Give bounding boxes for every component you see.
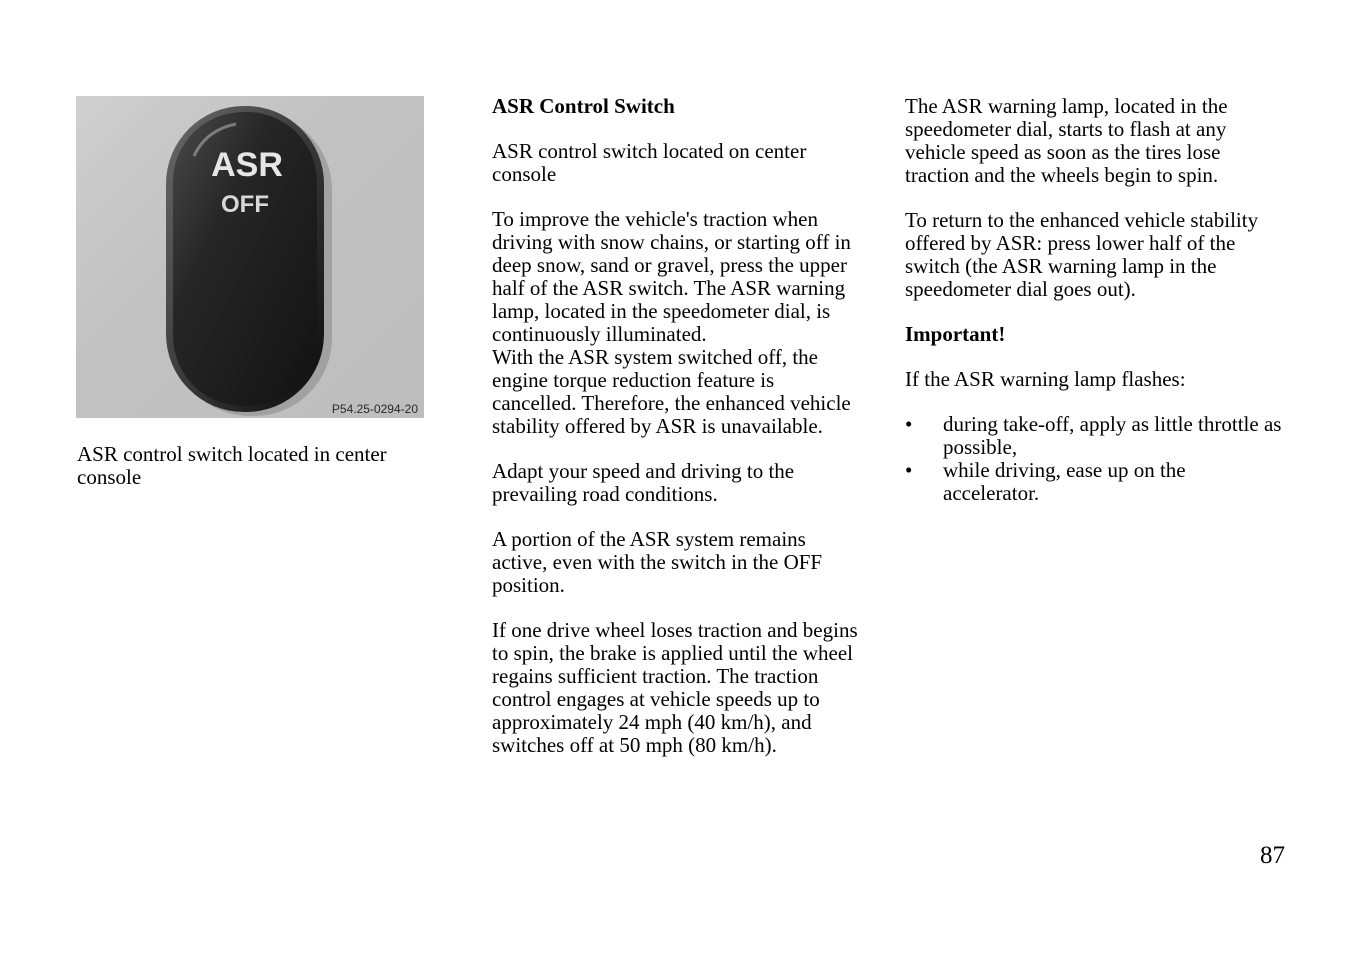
paragraph: To return to the enhanced vehicle stability offered by ASR: press lower half of the switch (the ASR warning lamp in the speedometer dial goes out). [905, 208, 1259, 301]
switch-label-asr: ASR [211, 146, 283, 184]
paragraph: ASR control switch located on center console [492, 139, 807, 186]
paragraph: The ASR warning lamp, located in the speedometer dial, starts to flash at any vehicle speed as soon as the tires lose traction and the wheels begin to spin. [905, 94, 1228, 187]
photo-reference-code: P54.25-0294-20 [331, 402, 418, 416]
paragraph: A portion of the ASR system remains active, even with the switch in the OFF position. [492, 527, 823, 597]
paragraph: Adapt your speed and driving to the prevailing road conditions. [492, 459, 795, 506]
list-item [905, 413, 1285, 459]
paragraph: To improve the vehicle's traction when driving with snow chains, or starting off in deep snow, sand or gravel, press the upper half of the ASR switch. The ASR warning lamp, located in the speedometer dial, is continuously illuminated. [492, 207, 851, 346]
important-heading: Important! [905, 322, 1006, 346]
switch-label-off: OFF [221, 191, 269, 218]
middle-column [492, 95, 862, 779]
bullet-list [905, 413, 1285, 505]
section-heading: ASR Control Switch [492, 94, 675, 118]
asr-switch-illustration [76, 96, 424, 418]
page-number: 87 [1260, 842, 1285, 869]
list-item [905, 459, 1285, 505]
right-column [905, 95, 1285, 505]
paragraph: If one drive wheel loses traction and begins to spin, the brake is applied until the wheel regains sufficient traction. The traction control engages at vehicle speeds up to approximately 24 mph (40 km/h), and switches off at 50 mph (80 km/h). [492, 618, 858, 757]
paragraph: With the ASR system switched off, the engine torque reduction feature is cancelled. Therefore, the enhanced vehicle stability offered by ASR is unavailable. [492, 345, 851, 438]
list-item-text: while driving, ease up on the accelerator. [943, 458, 1186, 505]
asr-switch-photo [76, 96, 424, 418]
bullet-symbol: • [905, 458, 913, 482]
list-item-text: during take-off, apply as little throttle as possible, [943, 412, 1282, 459]
bullet-symbol: • [905, 412, 913, 436]
paragraph: If the ASR warning lamp flashes: [905, 367, 1186, 391]
photo-caption: ASR control switch located in center console [77, 442, 387, 489]
